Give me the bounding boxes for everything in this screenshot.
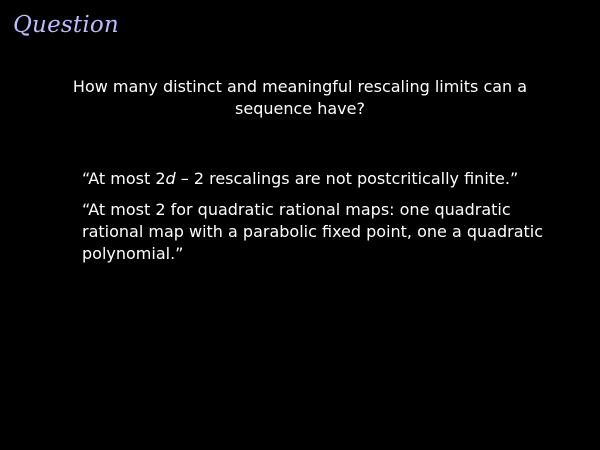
quote-two: “At most 2 for quadratic rational maps: one quadratic rational map with a parabolic fixed point, one a quadratic polynomial.” [82, 200, 544, 263]
quote-one-end: – 2 rescalings are not postcritically finite.” [175, 169, 519, 188]
frame-title: Question [13, 12, 119, 38]
quote-one-variable: d [165, 169, 176, 188]
quotes-block [82, 168, 552, 265]
question-text: How many distinct and meaningful rescaling limits can a sequence have? [72, 77, 528, 118]
quote-one [82, 168, 552, 190]
quote-one-start: “At most 2 [82, 169, 166, 188]
